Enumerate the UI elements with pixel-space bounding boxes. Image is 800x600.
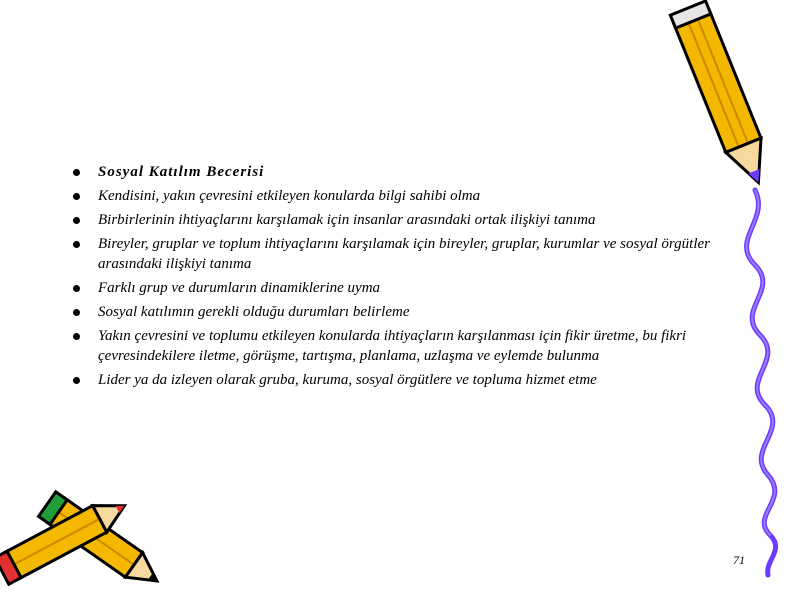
pencils-clipart <box>0 480 170 590</box>
bullet-list <box>70 162 730 394</box>
list-item <box>70 186 730 206</box>
bullet-icon <box>73 241 80 248</box>
bullet-icon <box>73 309 80 316</box>
list-item-text: Lider ya da izleyen olarak gruba, kuruma, sosyal örgütlere ve topluma hizmet etme <box>98 372 597 388</box>
squiggle-line <box>747 190 776 575</box>
list-item-text: Kendisini, yakın çevresini etkileyen konularda bilgi sahibi olma <box>98 188 481 204</box>
page-number: 71 <box>733 553 745 567</box>
list-item-text: Sosyal katılımın gerekli olduğu durumları belirleme <box>98 304 410 320</box>
list-item-heading <box>70 162 730 182</box>
list-item <box>70 210 730 230</box>
list-item <box>70 326 730 366</box>
bullet-icon <box>73 217 80 224</box>
list-item <box>70 278 730 298</box>
bullet-icon <box>73 285 80 292</box>
list-item <box>70 302 730 322</box>
list-item-text: Bireyler, gruplar ve toplum ihtiyaçlarını karşılamak için bireyler, gruplar, kurumlar ve sosyal örgütler arasındaki ilişkiyi tanıma <box>98 236 711 272</box>
list-item <box>70 234 730 274</box>
bullet-icon <box>73 333 80 340</box>
list-item <box>70 370 730 390</box>
list-item-text: Sosyal Katılım Becerisi <box>98 164 265 180</box>
list-item-text: Birbirlerinin ihtiyaçlarını karşılamak için insanlar arasındaki ortak ilişkiyi tanıma <box>98 212 596 228</box>
list-item-text: Yakın çevresini ve toplumu etkileyen konularda ihtiyaçların karşılanması için fikir üretme, bu fikri çevresindekilere iletme, görüşme, tartışma, planlama, uzlaşma ve eylemde bulunma <box>98 328 687 364</box>
bullet-icon <box>73 193 80 200</box>
list-item-text: Farklı grup ve durumların dinamiklerine uyma <box>98 280 381 296</box>
bullet-icon <box>73 377 80 384</box>
bullet-icon <box>73 169 80 176</box>
